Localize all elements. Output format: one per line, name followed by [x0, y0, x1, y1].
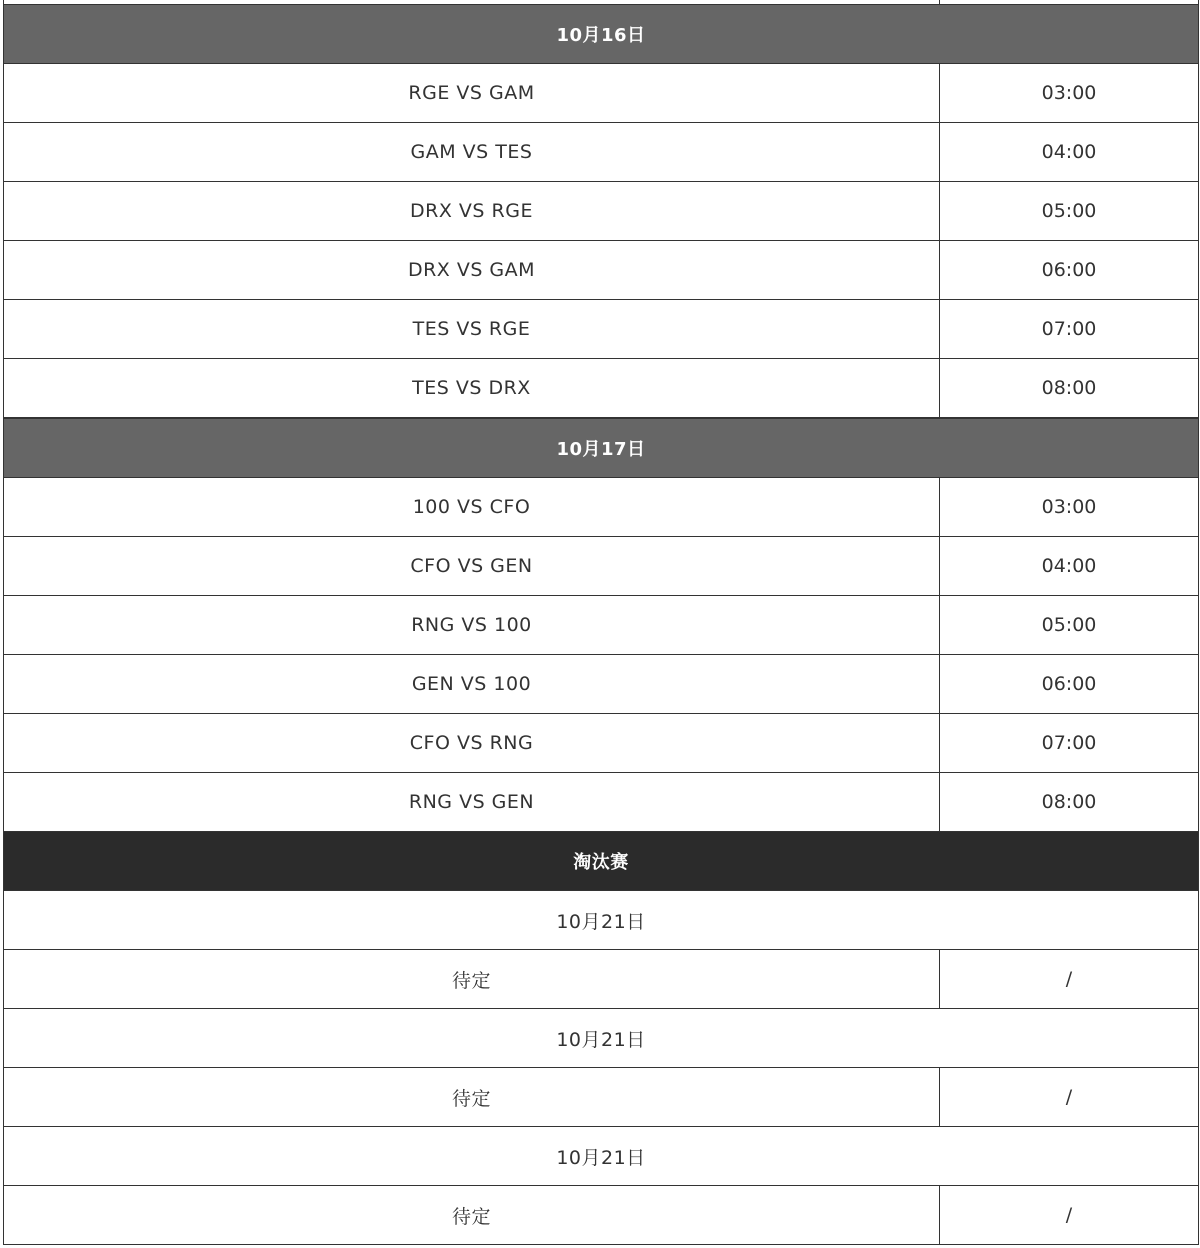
time-cell: 04:00	[1041, 555, 1097, 577]
match-cell: 待定	[4, 950, 940, 1008]
time-cell: 05:00	[1041, 614, 1097, 636]
table-row	[4, 1068, 1198, 1127]
table-row	[4, 596, 1198, 655]
table-row	[4, 64, 1198, 123]
time-cell: 07:00	[1041, 732, 1097, 754]
table-top-edge	[4, 0, 1198, 4]
knockout-date: 10月21日	[4, 891, 1198, 950]
match-cell: CFO VS GEN	[4, 537, 940, 595]
match-cell: GEN VS 100	[4, 655, 940, 713]
table-row	[4, 123, 1198, 182]
table-row	[4, 359, 1198, 418]
match-cell: DRX VS GAM	[4, 241, 940, 299]
table-row	[4, 1186, 1198, 1245]
table-row	[4, 537, 1198, 596]
time-cell: /	[1065, 1086, 1073, 1108]
time-cell: 06:00	[1041, 259, 1097, 281]
schedule-table	[3, 0, 1199, 1245]
table-row	[4, 950, 1198, 1009]
match-cell: CFO VS RNG	[4, 714, 940, 772]
time-cell: 03:00	[1041, 82, 1097, 104]
time-cell: 08:00	[1041, 791, 1097, 813]
time-cell: 08:00	[1041, 377, 1097, 399]
time-cell: 06:00	[1041, 673, 1097, 695]
match-cell: RGE VS GAM	[4, 64, 940, 122]
match-cell: GAM VS TES	[4, 123, 940, 181]
match-cell: TES VS DRX	[4, 359, 940, 417]
match-cell: 待定	[4, 1186, 940, 1244]
time-cell: /	[1065, 968, 1073, 990]
time-cell: 05:00	[1041, 200, 1097, 222]
knockout-header: 淘汰赛	[4, 832, 1198, 891]
table-row	[4, 478, 1198, 537]
match-cell: 100 VS CFO	[4, 478, 940, 536]
match-cell: DRX VS RGE	[4, 182, 940, 240]
table-row	[4, 300, 1198, 359]
time-cell: 07:00	[1041, 318, 1097, 340]
knockout-date: 10月21日	[4, 1009, 1198, 1068]
time-cell: 04:00	[1041, 141, 1097, 163]
table-row	[4, 714, 1198, 773]
table-row	[4, 773, 1198, 832]
match-cell: TES VS RGE	[4, 300, 940, 358]
date-header: 10月17日	[4, 418, 1198, 478]
table-row	[4, 655, 1198, 714]
table-row	[4, 182, 1198, 241]
match-cell: 待定	[4, 1068, 940, 1126]
table-row	[4, 241, 1198, 300]
time-cell: 03:00	[1041, 496, 1097, 518]
knockout-date: 10月21日	[4, 1127, 1198, 1186]
time-cell: /	[1065, 1204, 1073, 1226]
match-cell: RNG VS 100	[4, 596, 940, 654]
date-header: 10月16日	[4, 4, 1198, 64]
match-cell: RNG VS GEN	[4, 773, 940, 831]
